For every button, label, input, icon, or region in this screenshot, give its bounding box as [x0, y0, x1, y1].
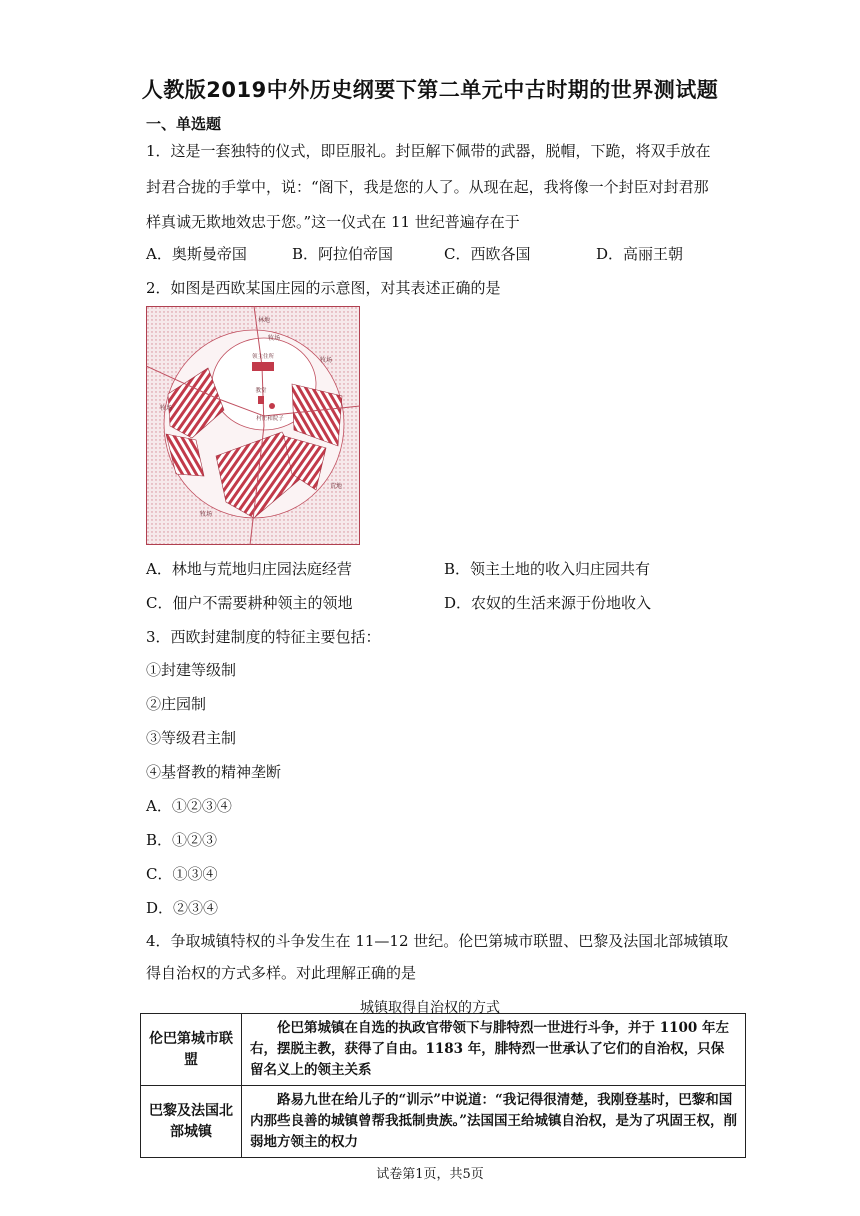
q3-option-a[interactable]: A．①②③④ [146, 797, 232, 815]
q1-option-c[interactable]: C．西欧各国 [444, 245, 531, 263]
table-row [141, 1086, 746, 1158]
q3-item-2: ②庄园制 [146, 695, 207, 713]
map-label-forest: 林地 [257, 317, 271, 324]
q1-line-2: 封君合拢的手掌中，说：“阁下，我是您的人了。从现在起，我将像一个封臣对封君那 [146, 178, 709, 196]
q4-line-2: 得自治权的方式多样。对此理解正确的是 [146, 964, 417, 982]
manor-house-icon [252, 362, 274, 371]
page-footer: 试卷第1页，共5页 [376, 1167, 484, 1182]
table-caption: 城镇取得自治权的方式 [360, 1000, 500, 1016]
row-content: 路易九世在给儿子的“训示”中说道：“我记得很清楚，我刚登基时，巴黎和国内那些良善的城镇曾帮我抵制贵族。”法国国王给城镇自治权，是为了巩固王权，削弱地方领主的权力 [242, 1086, 746, 1158]
map-label-wasteland: 荒地 [329, 483, 343, 490]
map-label-village: 村庄和院子 [256, 416, 284, 422]
map-label-pasture-left: 牧场 [159, 405, 173, 412]
page-title: 人教版2019中外历史纲要下第二单元中古时期的世界测试题 [141, 78, 719, 102]
section-heading: 一、单选题 [146, 115, 222, 133]
row-head: 巴黎及法国北部城镇 [141, 1086, 242, 1158]
q1-option-b[interactable]: B．阿拉伯帝国 [292, 245, 394, 263]
q3-item-3: ③等级君主制 [146, 729, 237, 747]
q2-option-c[interactable]: C．佃户不需要耕种领主的领地 [146, 594, 353, 612]
q3-option-d[interactable]: D．②③④ [146, 899, 219, 917]
q2-option-b[interactable]: B．领主土地的收入归庄园共有 [444, 560, 651, 578]
table-row [141, 1014, 746, 1086]
row-head: 伦巴第城市联盟 [141, 1014, 242, 1086]
church-icon [258, 396, 264, 404]
q1-option-d[interactable]: D．高丽王朝 [596, 245, 684, 263]
autonomy-table [140, 1013, 746, 1158]
q2-option-a[interactable]: A．林地与荒地归庄园法庭经营 [146, 560, 352, 578]
q3-option-b[interactable]: B．①②③ [146, 831, 218, 849]
q3-item-4: ④基督教的精神垄断 [146, 763, 282, 781]
q1-option-a[interactable]: A．奥斯曼帝国 [146, 245, 247, 263]
row-content: 伦巴第城镇在自选的执政官带领下与腓特烈一世进行斗争，并于 1100 年左右，摆脱主教，获得了自由。1183 年，腓特烈一世承认了它们的自治权，只保留名义上的领主关系 [242, 1014, 746, 1086]
q3-text: 3．西欧封建制度的特征主要包括： [146, 628, 381, 646]
village-icon [269, 403, 275, 409]
q1-line-3: 样真诚无欺地效忠于您。”这一仪式在 11 世纪普遍存在于 [146, 213, 520, 231]
manor-map [146, 306, 360, 545]
map-label-pasture-right: 牧场 [319, 357, 333, 364]
map-label-pasture-bottom: 牧场 [199, 511, 213, 518]
q1-line-1: 1．这是一套独特的仪式，即臣服礼。封臣解下佩带的武器，脱帽，下跪，将双手放在 [146, 142, 711, 160]
map-label-manor-house: 领主住所 [251, 354, 275, 360]
q3-item-1: ①封建等级制 [146, 661, 237, 679]
map-label-pasture-top: 牧场 [267, 335, 281, 342]
q3-option-c[interactable]: C．①③④ [146, 865, 218, 883]
q2-option-d[interactable]: D．农奴的生活来源于份地收入 [444, 594, 652, 612]
q4-line-1: 4．争取城镇特权的斗争发生在 11—12 世纪。伦巴第城市联盟、巴黎及法国北部城镇取 [146, 932, 729, 950]
map-label-church: 教堂 [255, 388, 267, 394]
q2-text: 2．如图是西欧某国庄园的示意图，对其表述正确的是 [146, 279, 501, 297]
